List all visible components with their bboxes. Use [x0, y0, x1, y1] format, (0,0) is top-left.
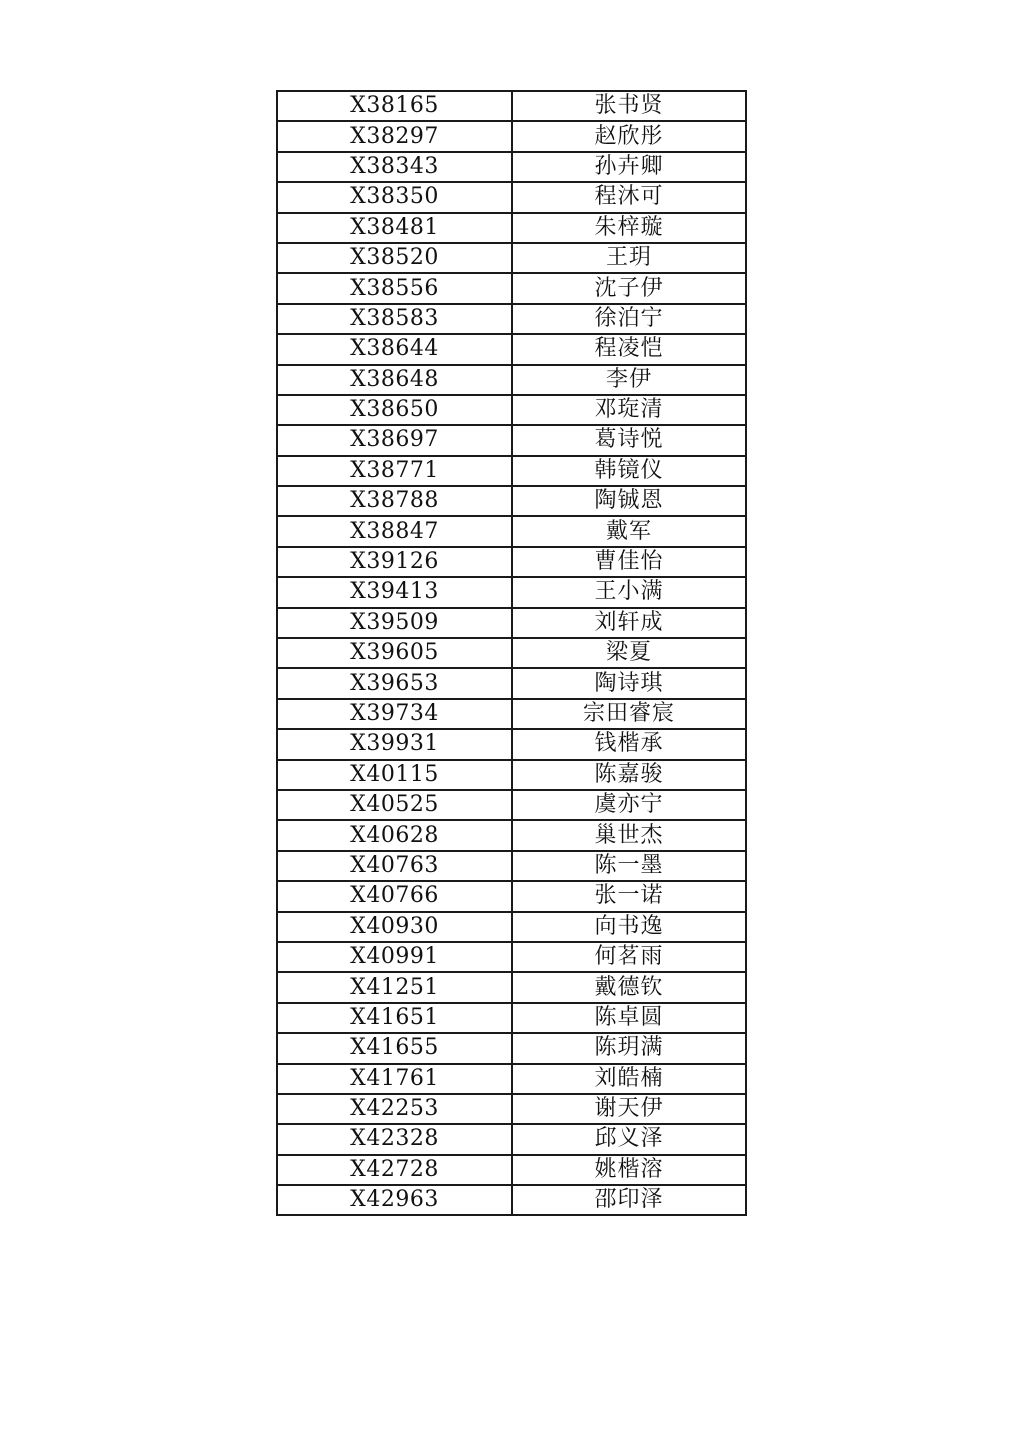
student-id-cell: X38583: [277, 304, 512, 334]
student-id-cell: X39653: [277, 668, 512, 698]
table-row: [277, 1033, 746, 1063]
table-row: [277, 243, 746, 273]
table-row: [277, 851, 746, 881]
table-row: [277, 547, 746, 577]
table-row: [277, 760, 746, 790]
student-id-cell: X38297: [277, 121, 512, 151]
student-id-cell: X39931: [277, 729, 512, 759]
student-name-cell: 姚楷溶: [512, 1155, 746, 1185]
student-id-cell: X40115: [277, 760, 512, 790]
student-id-cell: X38697: [277, 425, 512, 455]
student-name-cell: 陈嘉骏: [512, 760, 746, 790]
table-row: [277, 1003, 746, 1033]
student-name-cell: 何茗雨: [512, 942, 746, 972]
student-name-cell: 邵印泽: [512, 1185, 746, 1215]
student-name-cell: 沈子伊: [512, 273, 746, 303]
student-id-cell: X41251: [277, 972, 512, 1002]
student-name-cell: 张一诺: [512, 881, 746, 911]
student-name-cell: 陶铖恩: [512, 486, 746, 516]
student-id-cell: X42328: [277, 1124, 512, 1154]
student-name-cell: 李伊: [512, 365, 746, 395]
table-row: [277, 121, 746, 151]
student-id-cell: X38644: [277, 334, 512, 364]
student-id-cell: X38788: [277, 486, 512, 516]
table-row: [277, 972, 746, 1002]
table-row: [277, 1185, 746, 1215]
student-id-cell: X38350: [277, 182, 512, 212]
table-row: [277, 638, 746, 668]
student-name-cell: 巢世杰: [512, 820, 746, 850]
table-row: [277, 152, 746, 182]
table-row: [277, 1094, 746, 1124]
student-id-cell: X40766: [277, 881, 512, 911]
table-row: [277, 881, 746, 911]
student-name-cell: 戴军: [512, 516, 746, 546]
student-id-cell: X38343: [277, 152, 512, 182]
student-roster-table: [276, 90, 747, 1216]
student-id-cell: X38556: [277, 273, 512, 303]
table-row: [277, 182, 746, 212]
student-name-cell: 陶诗琪: [512, 668, 746, 698]
student-name-cell: 赵欣彤: [512, 121, 746, 151]
table-row: [277, 577, 746, 607]
student-id-cell: X42963: [277, 1185, 512, 1215]
student-id-cell: X38771: [277, 456, 512, 486]
student-name-cell: 王玥: [512, 243, 746, 273]
student-id-cell: X38847: [277, 516, 512, 546]
student-name-cell: 王小满: [512, 577, 746, 607]
student-name-cell: 谢天伊: [512, 1094, 746, 1124]
table-row: [277, 516, 746, 546]
student-id-cell: X40763: [277, 851, 512, 881]
table-row: [277, 729, 746, 759]
student-name-cell: 陈卓圆: [512, 1003, 746, 1033]
student-id-cell: X40525: [277, 790, 512, 820]
table-row: [277, 942, 746, 972]
student-id-cell: X38481: [277, 213, 512, 243]
student-name-cell: 宗田睿宸: [512, 699, 746, 729]
student-name-cell: 钱楷承: [512, 729, 746, 759]
student-name-cell: 程沐可: [512, 182, 746, 212]
student-name-cell: 向书逸: [512, 912, 746, 942]
table-row: [277, 912, 746, 942]
table-row: [277, 273, 746, 303]
table-row: [277, 456, 746, 486]
student-name-cell: 葛诗悦: [512, 425, 746, 455]
student-id-cell: X41655: [277, 1033, 512, 1063]
student-id-cell: X40628: [277, 820, 512, 850]
student-id-cell: X40930: [277, 912, 512, 942]
student-name-cell: 邓琁清: [512, 395, 746, 425]
student-name-cell: 朱梓璇: [512, 213, 746, 243]
student-name-cell: 程凌恺: [512, 334, 746, 364]
student-name-cell: 曹佳怡: [512, 547, 746, 577]
table-row: [277, 213, 746, 243]
roster-body: [277, 91, 746, 1215]
table-row: [277, 91, 746, 121]
table-row: [277, 699, 746, 729]
student-name-cell: 刘轩成: [512, 608, 746, 638]
student-id-cell: X38650: [277, 395, 512, 425]
student-id-cell: X40991: [277, 942, 512, 972]
student-id-cell: X42253: [277, 1094, 512, 1124]
table-row: [277, 334, 746, 364]
table-row: [277, 365, 746, 395]
student-name-cell: 徐泊宁: [512, 304, 746, 334]
student-id-cell: X41761: [277, 1064, 512, 1094]
table-row: [277, 425, 746, 455]
student-id-cell: X41651: [277, 1003, 512, 1033]
student-name-cell: 张书贤: [512, 91, 746, 121]
student-name-cell: 戴德钦: [512, 972, 746, 1002]
student-id-cell: X39126: [277, 547, 512, 577]
student-id-cell: X38165: [277, 91, 512, 121]
table-row: [277, 486, 746, 516]
student-name-cell: 刘皓楠: [512, 1064, 746, 1094]
table-row: [277, 820, 746, 850]
student-name-cell: 虞亦宁: [512, 790, 746, 820]
student-name-cell: 孙卉卿: [512, 152, 746, 182]
student-id-cell: X39605: [277, 638, 512, 668]
student-name-cell: 陈玥满: [512, 1033, 746, 1063]
student-name-cell: 邱义泽: [512, 1124, 746, 1154]
student-id-cell: X39509: [277, 608, 512, 638]
table-row: [277, 304, 746, 334]
student-name-cell: 陈一墨: [512, 851, 746, 881]
student-id-cell: X39734: [277, 699, 512, 729]
table-row: [277, 790, 746, 820]
table-row: [277, 1064, 746, 1094]
student-id-cell: X39413: [277, 577, 512, 607]
table-row: [277, 1124, 746, 1154]
student-id-cell: X38520: [277, 243, 512, 273]
student-id-cell: X42728: [277, 1155, 512, 1185]
table-row: [277, 1155, 746, 1185]
table-row: [277, 608, 746, 638]
student-name-cell: 梁夏: [512, 638, 746, 668]
table-row: [277, 395, 746, 425]
student-name-cell: 韩镜仪: [512, 456, 746, 486]
student-id-cell: X38648: [277, 365, 512, 395]
table-row: [277, 668, 746, 698]
